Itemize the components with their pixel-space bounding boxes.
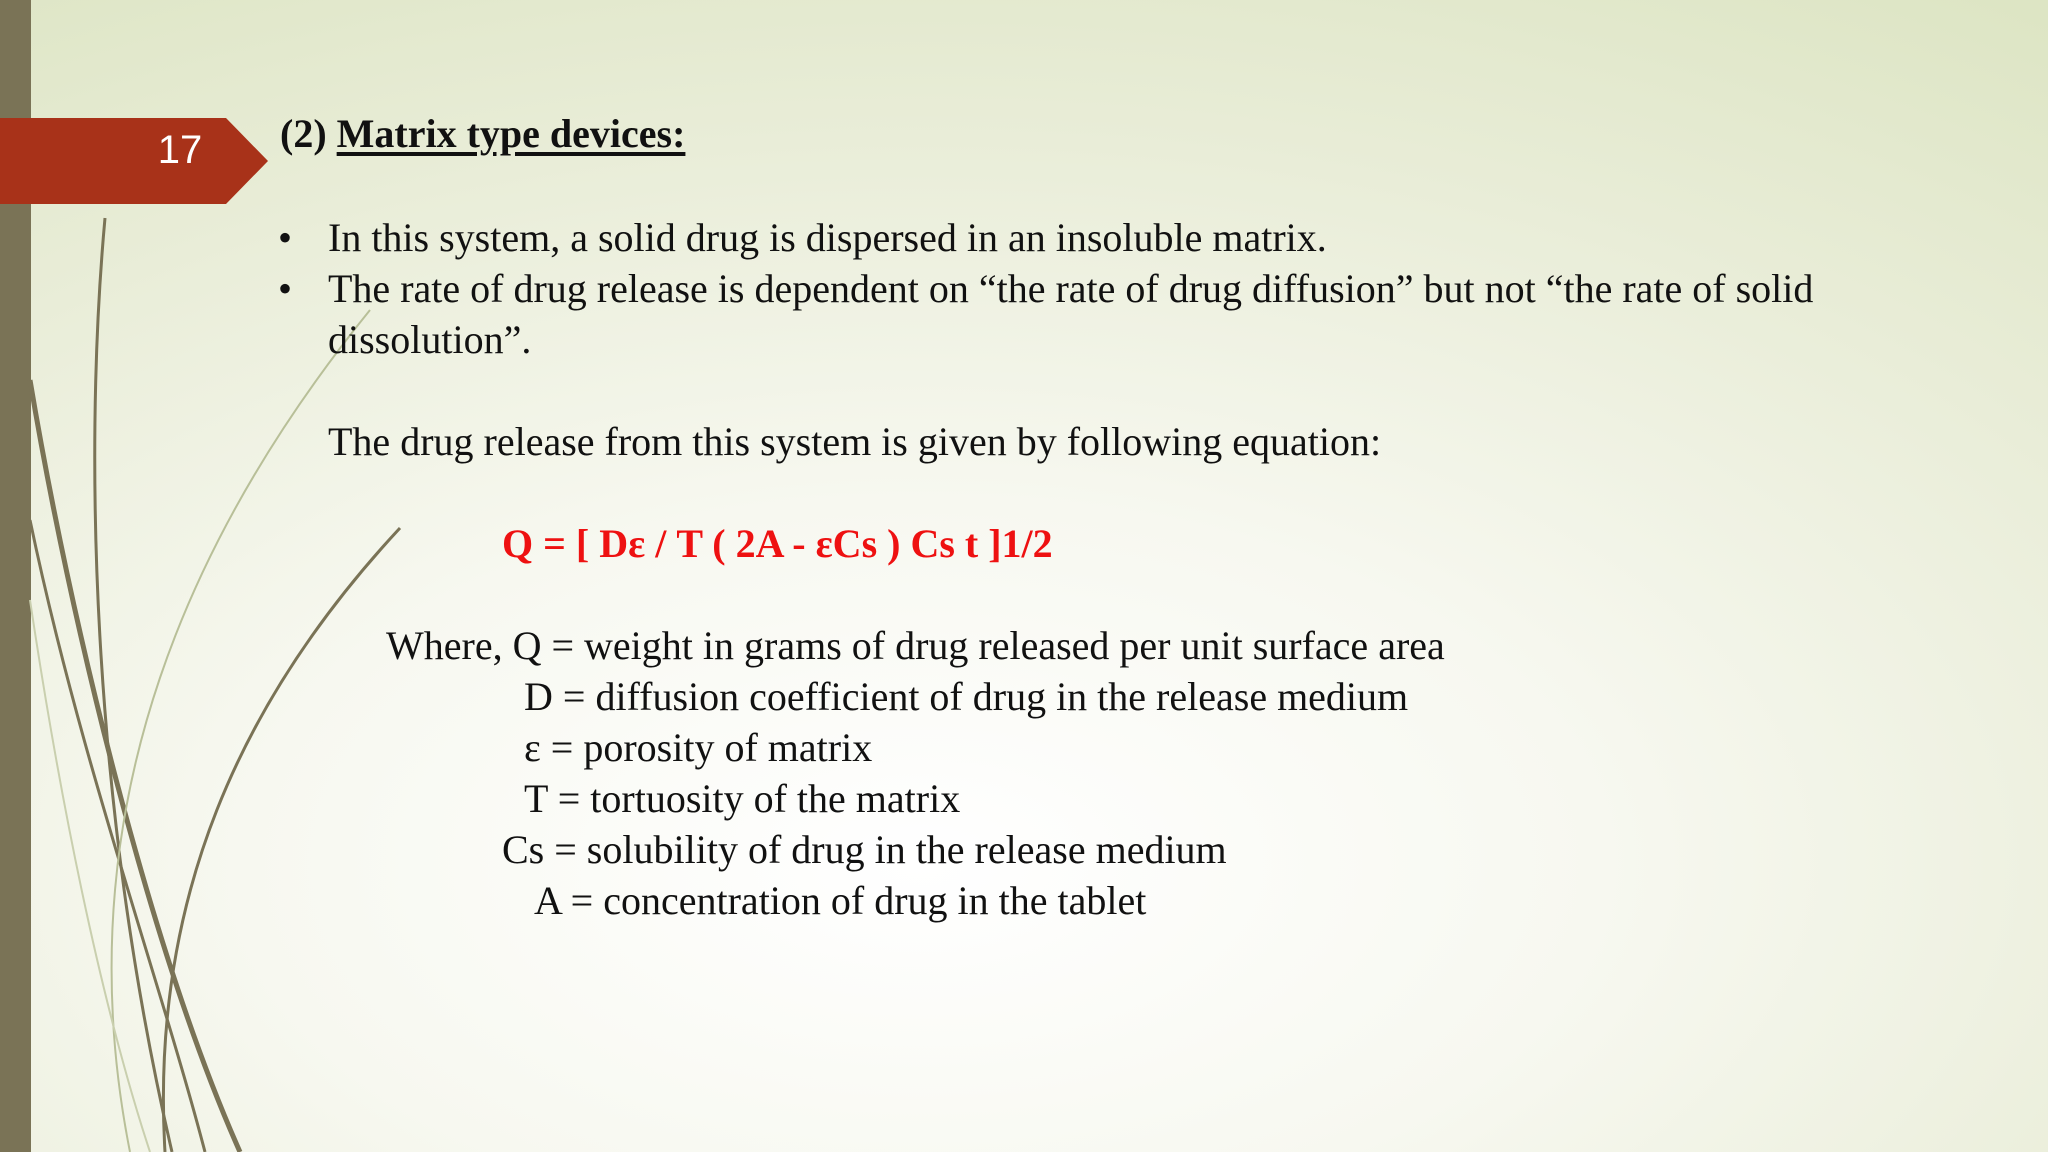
definition-epsilon: ε = porosity of matrix	[524, 725, 873, 770]
bullet-item	[278, 212, 1928, 263]
equation-intro: The drug release from this system is given by following equation:	[328, 419, 1382, 464]
bullet-dot: •	[278, 215, 293, 260]
bullet-item	[278, 263, 1928, 365]
slide-number-flag	[0, 118, 270, 204]
definition-t: T = tortuosity of the matrix	[524, 776, 961, 821]
slide-number: 17	[157, 128, 203, 172]
definition-q: Where, Q = weight in grams of drug released per unit surface area	[386, 623, 1445, 668]
bullet-list	[278, 212, 1928, 365]
release-equation: Q = [ Dε / T ( 2A - εCs ) Cs t ]1/2	[502, 521, 1053, 566]
heading-title: Matrix type devices:	[336, 111, 686, 156]
bullet-text: The rate of drug release is dependent on “the rate of drug diffusion” but not “the rate of solid dissolution”.	[328, 266, 1814, 362]
slide-heading	[280, 110, 685, 158]
heading-prefix: (2)	[280, 111, 327, 156]
bullet-dot: •	[278, 266, 293, 311]
definition-cs: Cs = solubility of drug in the release medium	[502, 827, 1227, 872]
definition-d: D = diffusion coefficient of drug in the release medium	[524, 674, 1409, 719]
definition-a: A = concentration of drug in the tablet	[534, 878, 1147, 923]
bullet-text: In this system, a solid drug is dispersed in an insoluble matrix.	[328, 215, 1327, 260]
